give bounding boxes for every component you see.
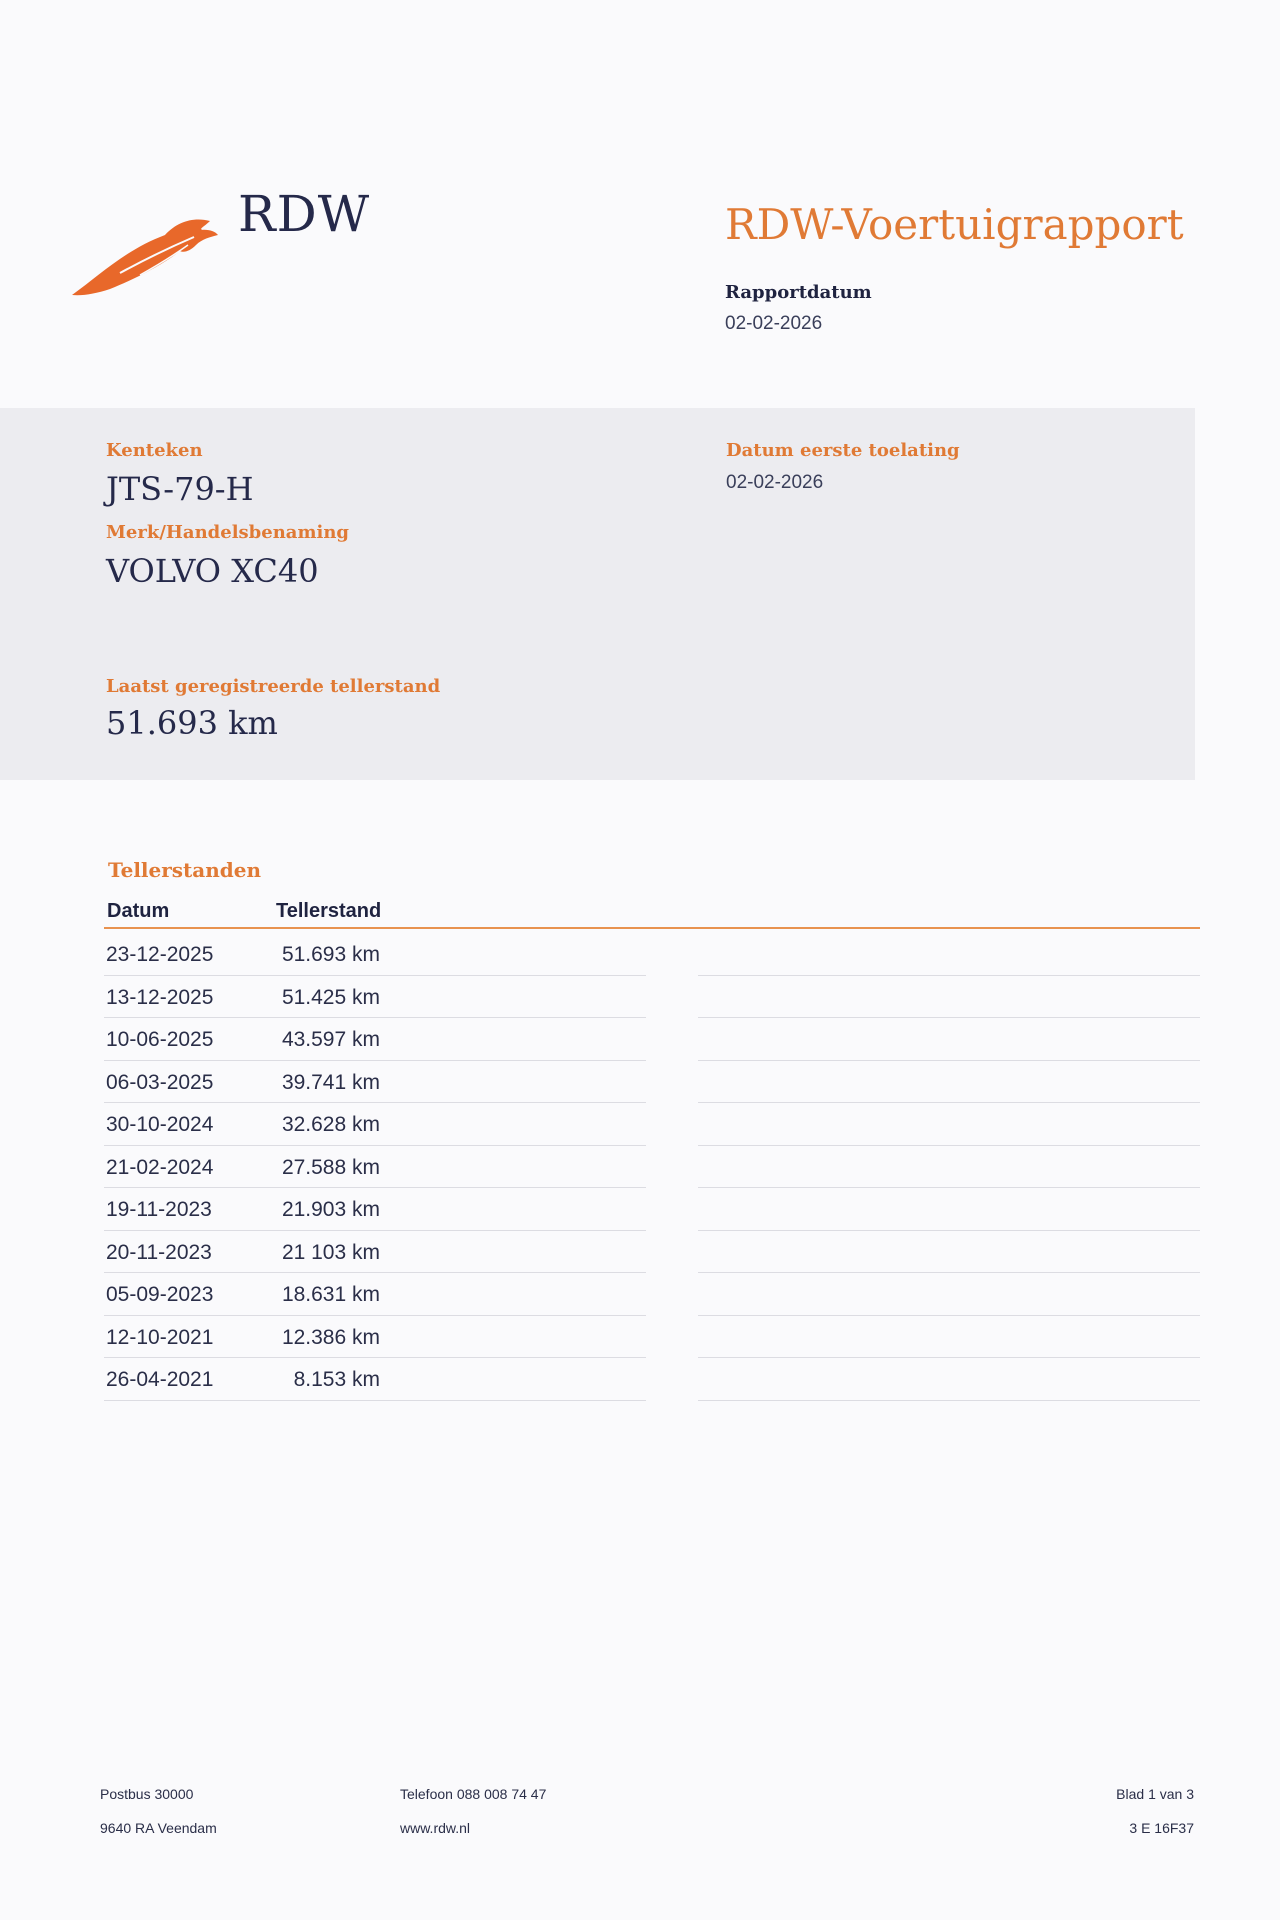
row-tellerstand-cell [274,943,488,967]
row-datum: 13-12-2025 [106,985,214,1009]
table-row [104,1273,1200,1316]
footer-address: 9640 RA Veendam [100,1820,217,1836]
footer-telefoon: Telefoon 088 008 74 47 [400,1786,547,1802]
kenteken-value: JTS-79-H [106,470,254,508]
row-tellerstand-cell [274,1368,488,1392]
row-datum: 19-11-2023 [106,1198,212,1221]
report-title: RDW-Voertuigrapport [725,200,1184,249]
merk-label: Merk/Handelsbenaming [106,522,350,543]
row-tellerstand: 51.693 km [281,943,380,966]
laatste-tellerstand-value: 51.693 km [106,704,278,742]
row-tellerstand-cell [274,986,488,1010]
row-datum: 10-06-2025 [106,1028,214,1051]
row-tellerstand-cell [274,1241,488,1265]
table-header-divider [104,927,1200,929]
row-tellerstand: 8.153 km [293,1368,380,1391]
row-tellerstand: 12.386 km [281,1325,380,1349]
row-tellerstand: 43.597 km [281,1028,380,1051]
footer-document-code: 3 E 16F37 [1129,1820,1194,1836]
row-divider [104,1400,646,1401]
eerste-toelating-label: Datum eerste toelating [726,440,960,461]
row-datum: 21-02-2024 [106,1155,214,1179]
footer-postbus: Postbus 30000 [100,1786,194,1802]
row-tellerstand: 32.628 km [281,1113,380,1136]
table-row [104,1146,1200,1189]
table-row [104,1061,1200,1104]
rdw-logo-icon [70,215,220,305]
row-datum: 30-10-2024 [106,1113,214,1136]
laatste-tellerstand-label: Laatst geregistreerde tellerstand [106,676,441,697]
row-divider [698,1400,1200,1401]
row-tellerstand: 21 103 km [281,1240,380,1264]
row-tellerstand: 21.903 km [281,1198,380,1221]
row-tellerstand-cell [274,1326,488,1350]
kenteken-label: Kenteken [106,440,203,461]
footer-website-link[interactable]: www.rdw.nl [400,1820,471,1836]
row-datum: 20-11-2023 [106,1240,212,1264]
table-row [104,1358,1200,1401]
eerste-toelating-value: 02-02-2026 [726,472,824,493]
tellerstanden-table-body [104,933,1200,1401]
row-tellerstand: 18.631 km [281,1283,380,1306]
row-datum: 06-03-2025 [106,1070,214,1094]
row-tellerstand-cell [274,1071,488,1095]
table-row [104,1231,1200,1274]
rapportdatum-label: Rapportdatum [725,282,872,303]
table-row [104,1188,1200,1231]
row-tellerstand-cell [274,1283,488,1307]
table-row [104,933,1200,976]
table-row [104,1018,1200,1061]
table-row [104,976,1200,1019]
row-datum: 05-09-2023 [106,1283,214,1306]
tellerstanden-title: Tellerstanden [108,858,262,882]
rapportdatum-value: 02-02-2026 [725,313,823,334]
column-header-datum: Datum [107,900,170,922]
row-tellerstand: 39.741 km [281,1070,380,1094]
row-tellerstand: 27.588 km [281,1155,380,1179]
row-tellerstand-cell [274,1198,488,1222]
row-tellerstand-cell [274,1156,488,1180]
footer-page-number: Blad 1 van 3 [1116,1786,1194,1802]
table-row [104,1103,1200,1146]
row-tellerstand-cell [274,1028,488,1052]
row-datum: 23-12-2025 [106,943,214,966]
column-header-tellerstand: Tellerstand [276,900,382,922]
row-tellerstand-cell [274,1113,488,1137]
row-datum: 26-04-2021 [106,1368,214,1391]
brand-name: RDW [238,185,371,243]
merk-value: VOLVO XC40 [106,552,319,590]
table-row [104,1316,1200,1359]
row-datum: 12-10-2021 [106,1325,214,1349]
row-tellerstand: 51.425 km [281,985,380,1009]
